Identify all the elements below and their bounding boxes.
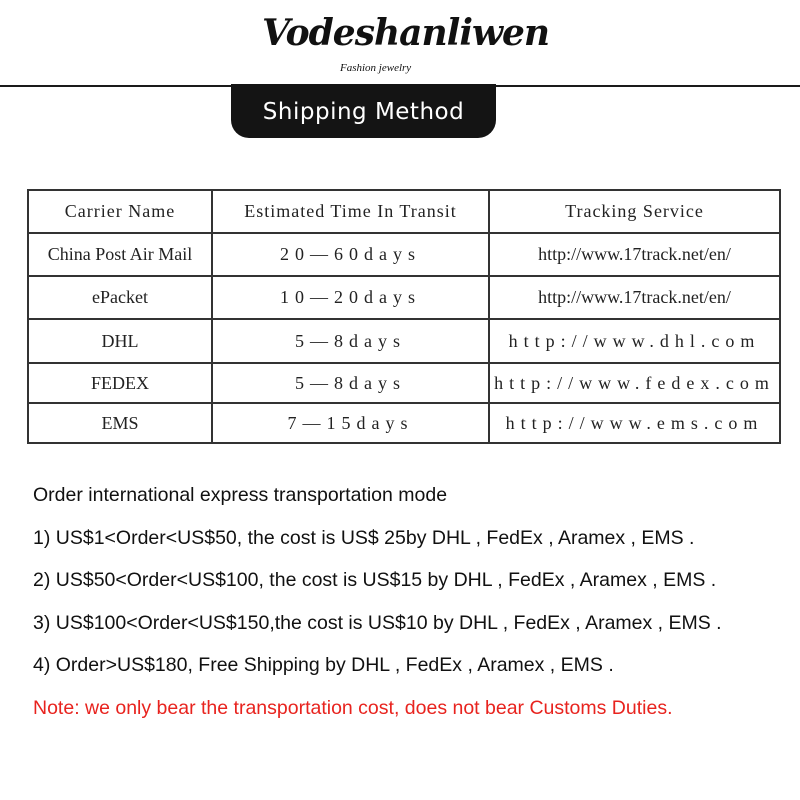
- carrier-cell: ePacket: [28, 276, 212, 319]
- header-tracking-service: Tracking Service: [489, 190, 780, 233]
- brand-tagline: Fashion jewelry: [340, 62, 412, 74]
- transit-time-cell: 7—15days: [212, 403, 489, 443]
- carrier-cell: DHL: [28, 319, 212, 363]
- brand-name: Vodeshanliwen: [262, 12, 550, 54]
- carrier-cell: EMS: [28, 403, 212, 443]
- info-heading: Order international express transportation mode: [33, 484, 448, 506]
- transit-time-cell: 10—20days: [212, 276, 489, 319]
- tracking-url-cell: http://www.17track.net/en/: [489, 276, 780, 319]
- info-item: 3) US$100<Order<US$150,the cost is US$10 by DHL , FedEx , Aramex , EMS .: [33, 611, 722, 634]
- info-item: 1) US$1<Order<US$50, the cost is US$ 25by DHL , FedEx , Aramex , EMS .: [33, 526, 695, 549]
- tracking-url-cell: http://www.ems.com: [489, 403, 780, 443]
- transit-time-cell: 5—8days: [212, 319, 489, 363]
- shipping-table: [27, 189, 781, 444]
- table-row: [28, 319, 780, 363]
- table-row: [28, 233, 780, 276]
- carrier-cell: FEDEX: [28, 363, 212, 403]
- info-item: 4) Order>US$180, Free Shipping by DHL , FedEx , Aramex , EMS .: [33, 654, 614, 677]
- carrier-cell: China Post Air Mail: [28, 233, 212, 276]
- banner-title: Shipping Method: [262, 99, 465, 125]
- tracking-url-cell: http://www.dhl.com: [489, 319, 780, 363]
- info-item: 2) US$50<Order<US$100, the cost is US$15 by DHL , FedEx , Aramex , EMS .: [33, 569, 717, 592]
- brand-logo: [262, 10, 550, 80]
- tracking-url-cell: http://www.fedex.com: [489, 363, 780, 403]
- header-carrier-name: Carrier Name: [28, 190, 212, 233]
- transit-time-cell: 20—60days: [212, 233, 489, 276]
- table-row: [28, 363, 780, 403]
- shipping-info: [33, 483, 793, 739]
- header-estimated-time: Estimated Time In Transit: [212, 190, 489, 233]
- table-row: [28, 403, 780, 443]
- tracking-url-cell: http://www.17track.net/en/: [489, 233, 780, 276]
- table-header-row: [28, 190, 780, 233]
- table-row: [28, 276, 780, 319]
- transit-time-cell: 5—8days: [212, 363, 489, 403]
- section-banner: [231, 84, 496, 138]
- customs-note: Note: we only bear the transportation cost, does not bear Customs Duties.: [33, 696, 673, 719]
